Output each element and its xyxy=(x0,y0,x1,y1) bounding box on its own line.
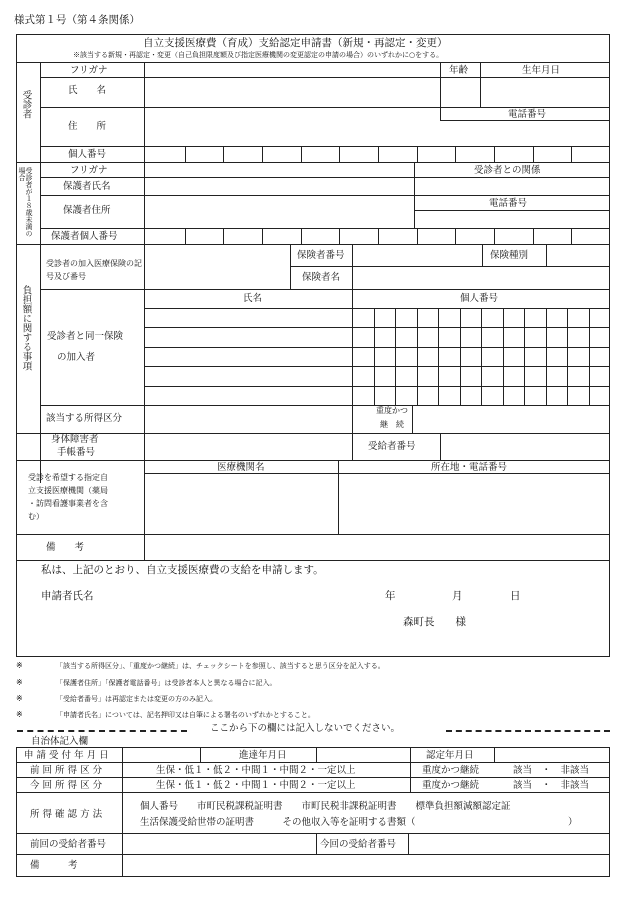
guardian-name-input[interactable] xyxy=(146,179,412,194)
same-insurance-label-1: 受診者と同一保険 xyxy=(47,331,124,342)
guardian-id-digit[interactable] xyxy=(340,229,377,243)
method-line-1: 個人番号 市町民税課税証明書 市町民税非課税証明書 標準負担額減額認定証 xyxy=(140,801,511,812)
patient-furigana-label: フリガナ xyxy=(70,65,108,76)
prev-severe-label: 重度かつ継続 xyxy=(422,765,480,776)
guardian-id-digit[interactable] xyxy=(147,229,184,243)
relation-label: 受診者との関係 xyxy=(474,165,541,176)
patient-id-digit[interactable] xyxy=(340,147,377,161)
prev-income-label: 前 回 所 得 区 分 xyxy=(30,765,103,776)
method-close: ） xyxy=(568,817,578,828)
remarks-input[interactable] xyxy=(146,536,608,559)
patient-section-label: 受診者 xyxy=(20,90,32,119)
guardian-id-label: 保護者個人番号 xyxy=(51,231,118,242)
month-label: 月 xyxy=(452,590,463,602)
insurer-name-label: 保険者名 xyxy=(302,272,341,283)
age-label: 年齢 xyxy=(449,65,469,76)
col-name-label: 氏名 xyxy=(243,293,263,304)
cut-line-left xyxy=(17,730,187,732)
guardian-id-digit[interactable] xyxy=(302,229,339,243)
patient-id-digit[interactable] xyxy=(534,147,571,161)
member-name-input[interactable] xyxy=(146,348,350,365)
approved-date-label: 認定年月日 xyxy=(426,750,474,761)
note-mark-1: ※ xyxy=(16,661,23,670)
member-name-input[interactable] xyxy=(146,387,350,404)
insurance-type-label: 保険種別 xyxy=(490,250,529,261)
burden-section-label: 負担額に関する事項 xyxy=(20,285,32,371)
guardian-address-label: 保護者住所 xyxy=(63,205,111,216)
received-date-label: 申 請 受 付 年 月 日 xyxy=(24,750,109,761)
guardian-furigana-label: フリガナ xyxy=(70,165,108,176)
curr-applicable: 該当 ・ 非該当 xyxy=(513,780,590,791)
recipient-number-label: 受給者番号 xyxy=(368,441,416,452)
institution-name-input[interactable] xyxy=(146,475,336,532)
patient-address-input[interactable] xyxy=(146,109,438,144)
remarks-label: 備 考 xyxy=(46,542,85,553)
note-2: 「保護者住所」「保護者電話番号」は受診者本人と異なる場合に記入。 xyxy=(56,679,277,687)
guardian-name-label: 保護者氏名 xyxy=(63,181,111,192)
delivered-date-label: 進達年月日 xyxy=(239,750,287,761)
patient-id-label: 個人番号 xyxy=(68,149,107,160)
patient-id-digit[interactable] xyxy=(418,147,455,161)
disability-number-input[interactable] xyxy=(146,435,350,458)
curr-recipient-label: 今回の受給者番号 xyxy=(320,839,397,850)
guardian-id-digit[interactable] xyxy=(534,229,571,243)
applicant-label: 申請者氏名 xyxy=(41,590,94,602)
institution-address-input[interactable] xyxy=(340,475,608,532)
cut-line-text: ここから下の欄には記入しないでください。 xyxy=(210,723,401,734)
addressee: 森町長 様 xyxy=(403,616,466,628)
income-label: 該当する所得区分 xyxy=(46,413,123,424)
member-name-input[interactable] xyxy=(146,367,350,385)
patient-id-digit[interactable] xyxy=(263,147,300,161)
patient-id-digit[interactable] xyxy=(186,147,223,161)
form-title: 自立支援医療費（育成）支給認定申請書（新規・再認定・変更） xyxy=(143,37,448,49)
curr-income-options: 生保・低１・低２・中間１・中間２・一定以上 xyxy=(156,780,356,791)
severe-label-1: 重度かつ xyxy=(376,406,408,415)
patient-phone-label: 電話番号 xyxy=(508,109,547,120)
same-insurance-label-2: の加入者 xyxy=(57,352,96,363)
note-mark-2: ※ xyxy=(16,678,23,687)
guardian-section-label: 受診者が１８歳未満の場合 xyxy=(18,167,33,237)
institution-label-4: む） xyxy=(28,512,44,521)
institution-label-3: ・訪問看護事業者を含 xyxy=(28,499,108,508)
office-heading: 自治体記入欄 xyxy=(31,736,89,747)
method-line-2: 生活保護受給世帯の証明書 その他収入等を証明する書類（ xyxy=(140,817,416,828)
patient-name-label: 氏 名 xyxy=(68,85,107,96)
patient-address-label: 住 所 xyxy=(68,121,107,132)
insurance-label: 受診者の加入医療保険の記号及び番号 xyxy=(46,259,142,281)
guardian-id-digit[interactable] xyxy=(379,229,416,243)
income-input[interactable] xyxy=(146,407,350,431)
form-number: 様式第１号（第４条関係） xyxy=(14,14,140,26)
prev-recipient-label: 前回の受給者番号 xyxy=(30,839,107,850)
guardian-phone-label: 電話番号 xyxy=(489,198,528,209)
patient-id-digit[interactable] xyxy=(302,147,339,161)
office-remarks-label: 備 考 xyxy=(30,860,78,871)
patient-name-input[interactable] xyxy=(146,78,438,105)
curr-income-label: 今 回 所 得 区 分 xyxy=(30,780,103,791)
birth-date-label: 生年月日 xyxy=(522,65,561,76)
guardian-id-digit[interactable] xyxy=(263,229,300,243)
disability-label-2: 手帳番号 xyxy=(57,447,96,458)
year-label: 年 xyxy=(385,590,396,602)
note-4: 「申請者氏名」については、記名押印又は自筆による署名のいずれかとすること。 xyxy=(56,711,315,719)
institution-addr-col: 所在地・電話番号 xyxy=(431,462,508,473)
patient-id-digit[interactable] xyxy=(224,147,261,161)
member-name-input[interactable] xyxy=(146,309,350,326)
col-id-label: 個人番号 xyxy=(460,293,499,304)
curr-severe-label: 重度かつ継続 xyxy=(422,780,480,791)
member-name-input[interactable] xyxy=(146,328,350,346)
note-mark-3: ※ xyxy=(16,694,23,703)
note-3: 「受給者番号」は再認定または変更の方のみ記入。 xyxy=(56,695,217,703)
institution-label-1: 受診を希望する指定自 xyxy=(28,473,108,482)
form-instruction: ※該当する新規・再認定・変更（自己負担限度額及び指定医療機関の変更認定の申請の場合）のいずれかに○をする。 xyxy=(73,51,444,59)
guardian-id-digit[interactable] xyxy=(495,229,532,243)
guardian-id-digit[interactable] xyxy=(186,229,223,243)
guardian-id-digit[interactable] xyxy=(572,229,609,243)
prev-income-options: 生保・低１・低２・中間１・中間２・一定以上 xyxy=(156,765,356,776)
applicant-name-input[interactable] xyxy=(110,586,370,604)
cut-line-right xyxy=(446,730,610,732)
institution-name-col: 医療機関名 xyxy=(217,462,265,473)
note-mark-4: ※ xyxy=(16,710,23,719)
patient-id-digit[interactable] xyxy=(379,147,416,161)
guardian-id-digit[interactable] xyxy=(418,229,455,243)
guardian-address-input[interactable] xyxy=(146,197,412,227)
declaration-text: 私は、上記のとおり、自立支援医療費の支給を申請します。 xyxy=(41,564,324,576)
day-label: 日 xyxy=(510,590,521,602)
prev-applicable: 該当 ・ 非該当 xyxy=(513,765,590,776)
disability-label-1: 身体障害者 xyxy=(51,434,99,445)
guardian-id-digit[interactable] xyxy=(456,229,493,243)
insurer-number-label: 保険者番号 xyxy=(297,250,345,261)
patient-id-digit[interactable] xyxy=(147,147,184,161)
patient-id-digit[interactable] xyxy=(495,147,532,161)
income-method-label: 所 得 確 認 方 法 xyxy=(30,809,103,820)
patient-id-digit[interactable] xyxy=(572,147,609,161)
patient-id-digit[interactable] xyxy=(456,147,493,161)
guardian-id-digit[interactable] xyxy=(224,229,261,243)
institution-label-2: 立支援医療機関（薬局 xyxy=(28,486,108,495)
severe-label-2: 継 続 xyxy=(380,420,404,429)
note-1: 「該当する所得区分」、「重度かつ継続」は、チェックシートを参照し、該当すると思う区分を記入する。 xyxy=(56,662,385,670)
